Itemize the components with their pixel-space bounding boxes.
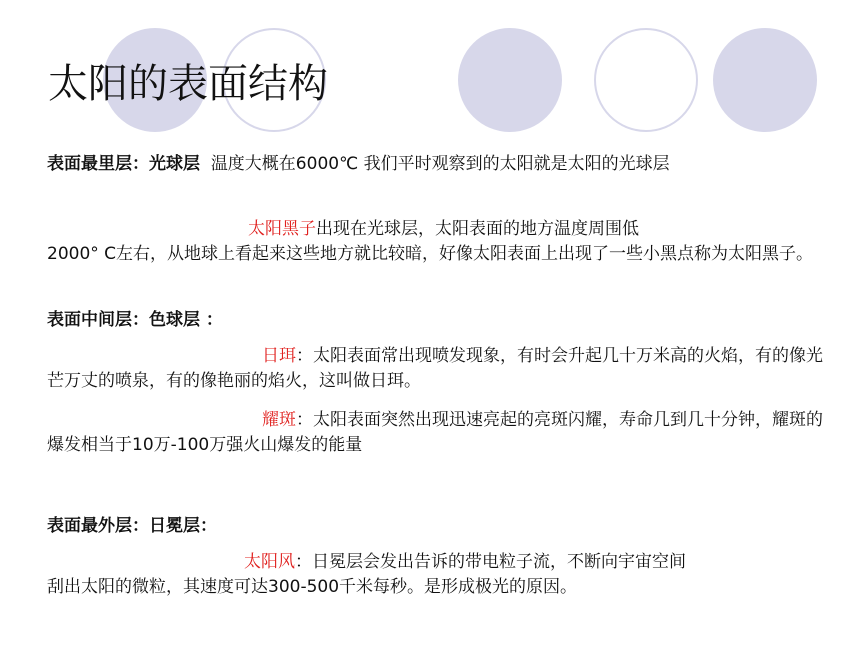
solar-wind-text: 刮出太阳的微粒，其速度可达300-500千米每秒。是形成极光的原因。 — [47, 577, 578, 597]
photosphere-text: 温度大概在6000℃ 我们平时观察到的太阳就是太阳的光球层 — [210, 154, 670, 174]
flare-paragraph — [47, 408, 827, 458]
decor-circle-4 — [594, 28, 698, 132]
solar-wind-line1: ：日冕层会发出告诉的带电粒子流，不断向宇宙空间 — [295, 552, 686, 572]
flare-indent — [47, 410, 262, 430]
photosphere-paragraph — [47, 152, 827, 177]
sunspot-indent — [47, 219, 639, 239]
decor-circle-5 — [713, 28, 817, 132]
decor-circle-3 — [458, 28, 562, 132]
photosphere-heading: 表面最里层：光球层 — [47, 154, 200, 174]
prominence-indent — [47, 346, 262, 366]
chromosphere-heading: 表面中间层：色球层 ： — [47, 310, 223, 330]
sunspot-text: 2000° C左右，从地球上看起来这些地方就比较暗，好像太阳表面上出现了一些小黑点称为太阳黑子。 — [47, 244, 814, 264]
solar-wind-paragraph — [47, 550, 827, 600]
sunspot-paragraph — [47, 217, 827, 267]
slide-title: 太阳的表面结构 — [48, 61, 328, 107]
sunspot-line1: 出现在光球层，太阳表面的地方温度周围低 — [316, 219, 639, 239]
solar-wind-term: 太阳风 — [244, 552, 295, 572]
prominence-paragraph — [47, 344, 827, 394]
prominence-term: 日珥 — [262, 346, 296, 366]
flare-term: 耀斑 — [262, 410, 296, 430]
solar-wind-indent — [47, 552, 686, 572]
sunspot-term: 太阳黑子 — [248, 219, 316, 239]
corona-heading: 表面最外层：日冕层： — [47, 516, 217, 536]
prominence-text: ：太阳表面常出现喷发现象，有时会升起几十万米高的火焰，有的像光芒万丈的喷泉，有的像艳丽的焰火，这叫做日珥。 — [47, 346, 823, 391]
flare-text: ：太阳表面突然出现迅速亮起的亮斑闪耀，寿命几到几十分钟，耀斑的爆发相当于10万-100万强火山爆发的能量 — [47, 410, 823, 455]
